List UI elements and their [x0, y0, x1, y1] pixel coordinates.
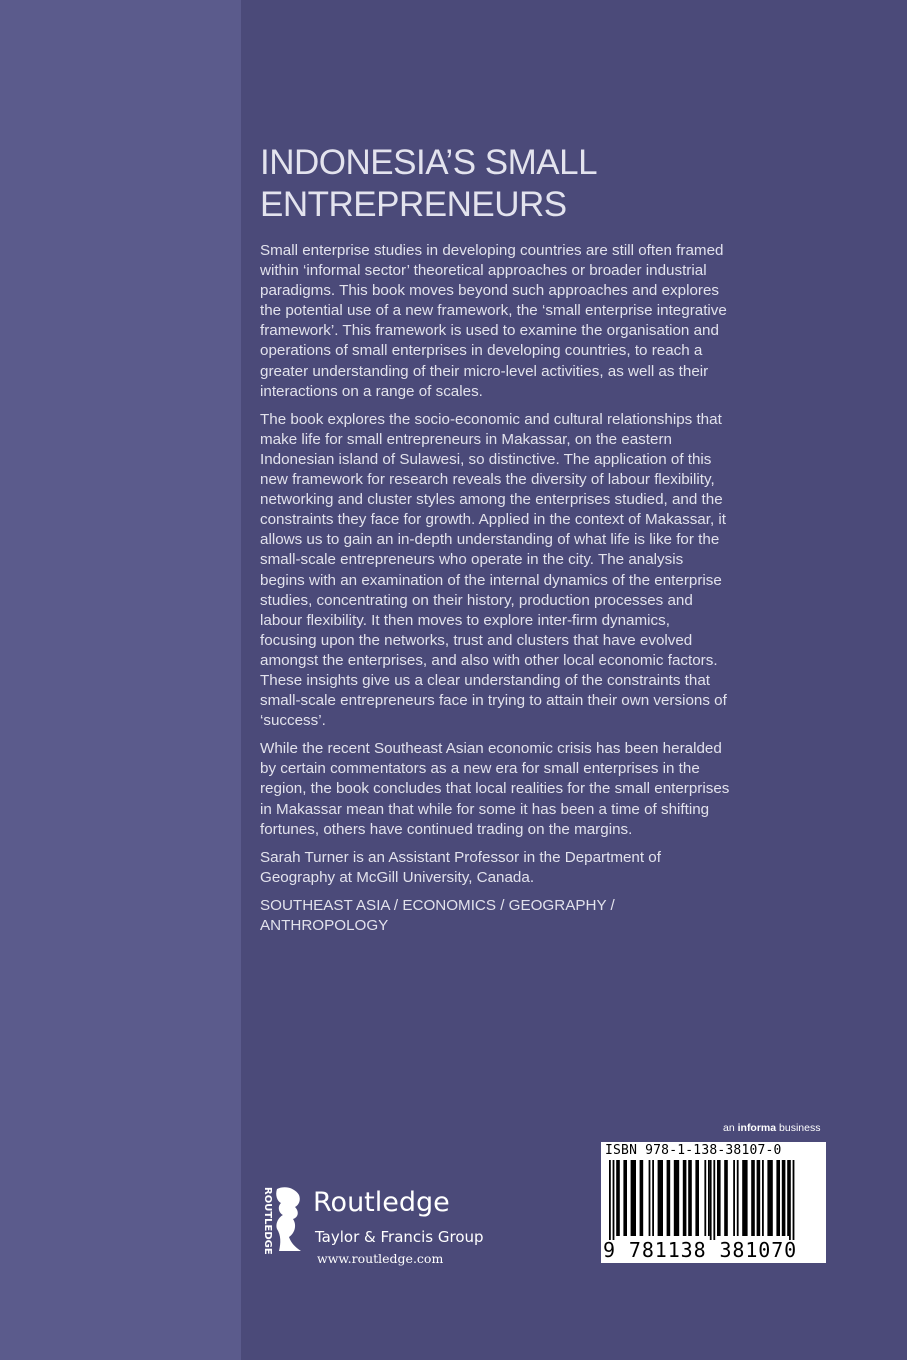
subject-categories: SOUTHEAST ASIA / ECONOMICS / GEOGRAPHY / ANTHROPOLOGY [260, 896, 615, 934]
informa-suffix: business [776, 1122, 821, 1134]
blurb-paragraph-2: The book explores the socio-economic and cultural relationships that make life for small entrepreneurs in Makassar, on the eastern Indonesian island of Sulawesi, so distinctive. The application of this new framework for research reveals the diversity of labour flexibility, networking and cluster styles among the enterprises studied, and the constraints they face for growth. Applied in the context of Makassar, it allows us to gain an in-depth understanding of what life is like for the small-scale entrepreneurs who operate in the city. The analysis begins with an examination of the internal dynamics of the enterprise studies, concentrating on their history, production processes and labour flexibility. It then moves to explore inter-firm dynamics, focusing upon the networks, trust and clusters that have evolved amongst the enterprises, and also with other local economic factors. These insights give us a clear understanding of the constraints that small-scale entrepreneurs face in trying to attain their own versions of ‘success’. [260, 410, 727, 730]
book-spine [0, 0, 241, 1360]
informa-brand: informa [737, 1122, 777, 1134]
blurb-paragraph-3: While the recent Southeast Asian economic crisis has been heralded by certain commentators as a new era for small enterprises in the region, the book concludes that local realities for the small enterprises in Makassar mean that while for some it has been a time of shifting fortunes, others have continued trading on the margins. [260, 740, 730, 838]
informa-prefix: an [723, 1122, 738, 1134]
publisher-group: Taylor & Francis Group [315, 1228, 484, 1246]
title-line-2: ENTREPRENEURS [260, 185, 567, 224]
author-bio-text: is an Assistant Professor in the Department of Geography at McGill University, Canada. [260, 848, 661, 886]
isbn-label: ISBN 978-1-138-38107-0 [605, 1143, 782, 1158]
blurb [260, 241, 730, 944]
publisher-name: Routledge [313, 1187, 450, 1218]
barcode-bars-icon [609, 1160, 821, 1240]
author-name: Sarah Turner [260, 848, 349, 866]
book-title [260, 142, 780, 226]
publisher-logo [255, 1185, 495, 1275]
isbn-barcode [601, 1142, 826, 1263]
blurb-paragraph-1: Small enterprise studies in developing countries are still often framed within ‘informal sector’ theoretical approaches or broader industrial paradigms. This book moves beyond such approaches and explores the potential use of a new framework, the ‘small enterprise integrative framework’. This framework is used to examine the organisation and operations of small enterprises in developing countries, to reach a greater understanding of their micro-level activities, as well as their interactions on a range of scales. [260, 242, 727, 400]
publisher-url: www.routledge.com [317, 1251, 444, 1266]
routledge-horse-icon [255, 1185, 305, 1255]
ean-digits: 9 781138 381070 [603, 1238, 798, 1262]
title-line-1: INDONESIA’S SMALL [260, 143, 598, 182]
informa-tagline [723, 1122, 820, 1134]
author-bio [260, 848, 730, 888]
routledge-vertical-text: ROUTLEDGE [262, 1187, 273, 1255]
